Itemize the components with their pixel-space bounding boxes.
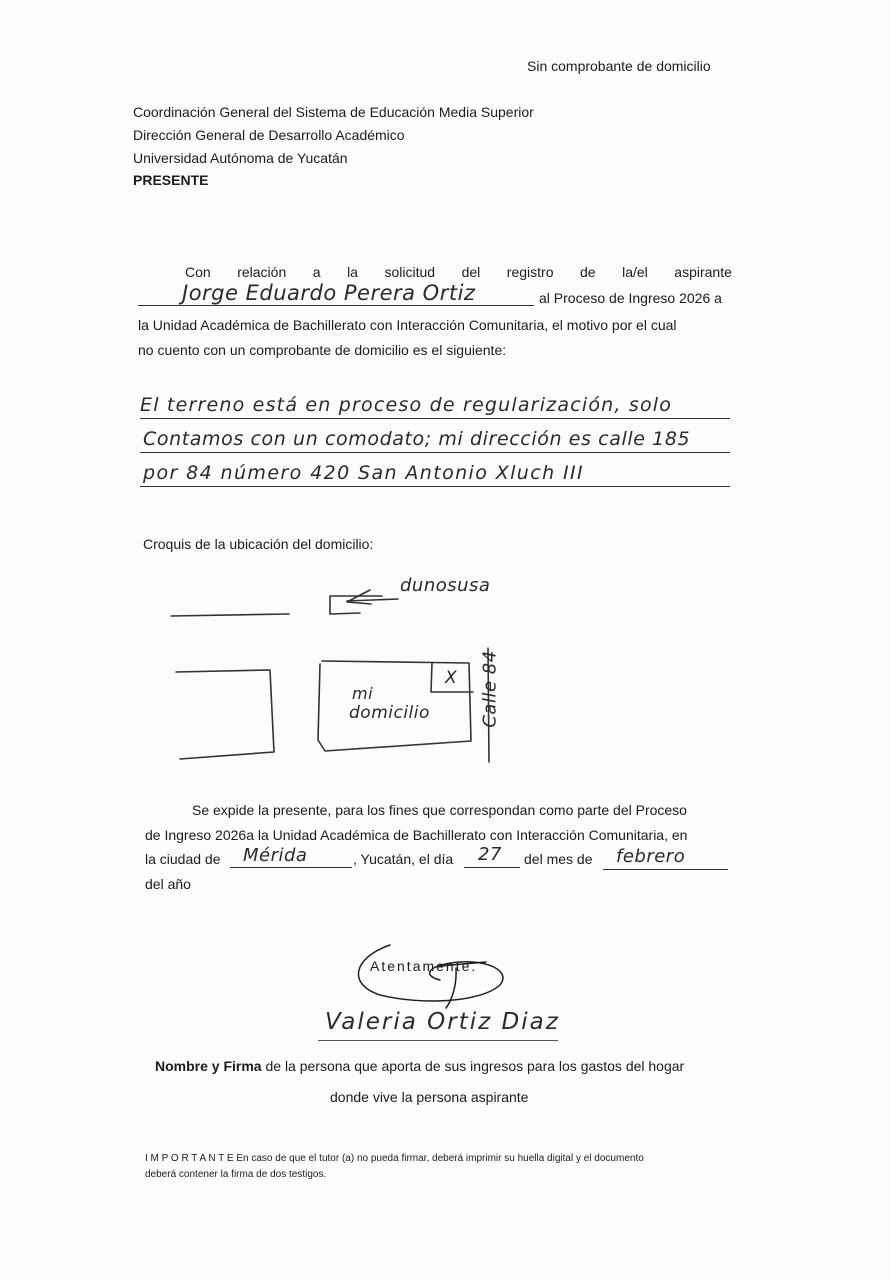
- caption-bold: Nombre y Firma: [155, 1058, 262, 1074]
- recipient-line-2: Dirección General de Desarrollo Académico: [133, 127, 405, 143]
- word: a: [312, 264, 321, 280]
- signer-name: Valeria Ortiz Diaz: [325, 1009, 560, 1035]
- reason-line-1: El terreno está en proceso de regularización, solo: [140, 394, 673, 416]
- header-note: Sin comprobante de domicilio: [527, 58, 711, 74]
- closing-line-1: Se expide la presente, para los fines que correspondan como parte del Proceso: [192, 802, 687, 818]
- city-prefix: la ciudad de: [145, 851, 221, 867]
- paragraph-1-line-4: no cuento con un comprobante de domicilio es el siguiente:: [138, 342, 507, 358]
- year-prefix: del año: [145, 876, 191, 892]
- recipient-line-1: Coordinación General del Sistema de Educación Media Superior: [133, 104, 534, 120]
- day-value: 27: [478, 844, 502, 865]
- word: la/el: [622, 264, 648, 280]
- reason-line-3: por 84 número 420 San Antonio Xluch III: [143, 462, 584, 484]
- closing-line-2: de Ingreso 2026a la Unidad Académica de Bachillerato con Interacción Comunitaria, en: [145, 827, 688, 843]
- word: la: [347, 264, 358, 280]
- important-label: I M P O R T A N T E: [145, 1153, 234, 1164]
- store-label: dunosusa: [400, 575, 491, 596]
- signature-caption-line-2: donde vive la persona aspirante: [330, 1089, 529, 1105]
- street-calle-84-label: Calle 84: [479, 650, 501, 728]
- sketch-label: Croquis de la ubicación del domicilio:: [143, 536, 374, 552]
- paragraph-1-line-2-end: al Proceso de Ingreso 2026 a: [539, 290, 722, 306]
- month-value: febrero: [616, 846, 686, 867]
- important-note-line-2: deberá contener la firma de dos testigos.: [145, 1169, 327, 1180]
- recipient-line-3: Universidad Autónoma de Yucatán: [133, 150, 348, 166]
- home-x-mark: X: [445, 668, 458, 688]
- word: solicitud: [384, 264, 436, 280]
- word: del: [461, 264, 481, 280]
- caption-rest: de la persona que aporta de sus ingresos para los gastos del hogar: [261, 1058, 685, 1074]
- home-label-2: domicilio: [349, 703, 430, 723]
- city-value: Mérida: [243, 845, 308, 866]
- important-note-line-1: [145, 1154, 644, 1164]
- state-text: , Yucatán, el día: [353, 851, 454, 867]
- word: aspirante: [674, 264, 732, 280]
- applicant-name: Jorge Eduardo Perera Ortiz: [182, 281, 476, 305]
- month-prefix: del mes de: [524, 851, 593, 867]
- word: registro: [506, 264, 554, 280]
- word: relación: [237, 264, 287, 280]
- atentamente: Atentamente.: [370, 958, 478, 974]
- signature-caption: [155, 1059, 684, 1073]
- reason-line-2: Contamos con un comodato; mi dirección es calle 185: [143, 428, 691, 450]
- word: de: [580, 264, 596, 280]
- home-label-1: mi: [352, 684, 374, 703]
- paragraph-1-line-3: la Unidad Académica de Bachillerato con Interacción Comunitaria, el motivo por el cual: [138, 317, 677, 333]
- recipient-presente: PRESENTE: [133, 172, 209, 188]
- signature-line: [318, 1040, 558, 1041]
- word: Con: [185, 264, 211, 280]
- important-text: En caso de que el tutor (a) no pueda firmar, deberá imprimir su huella digital y el documento: [233, 1153, 644, 1164]
